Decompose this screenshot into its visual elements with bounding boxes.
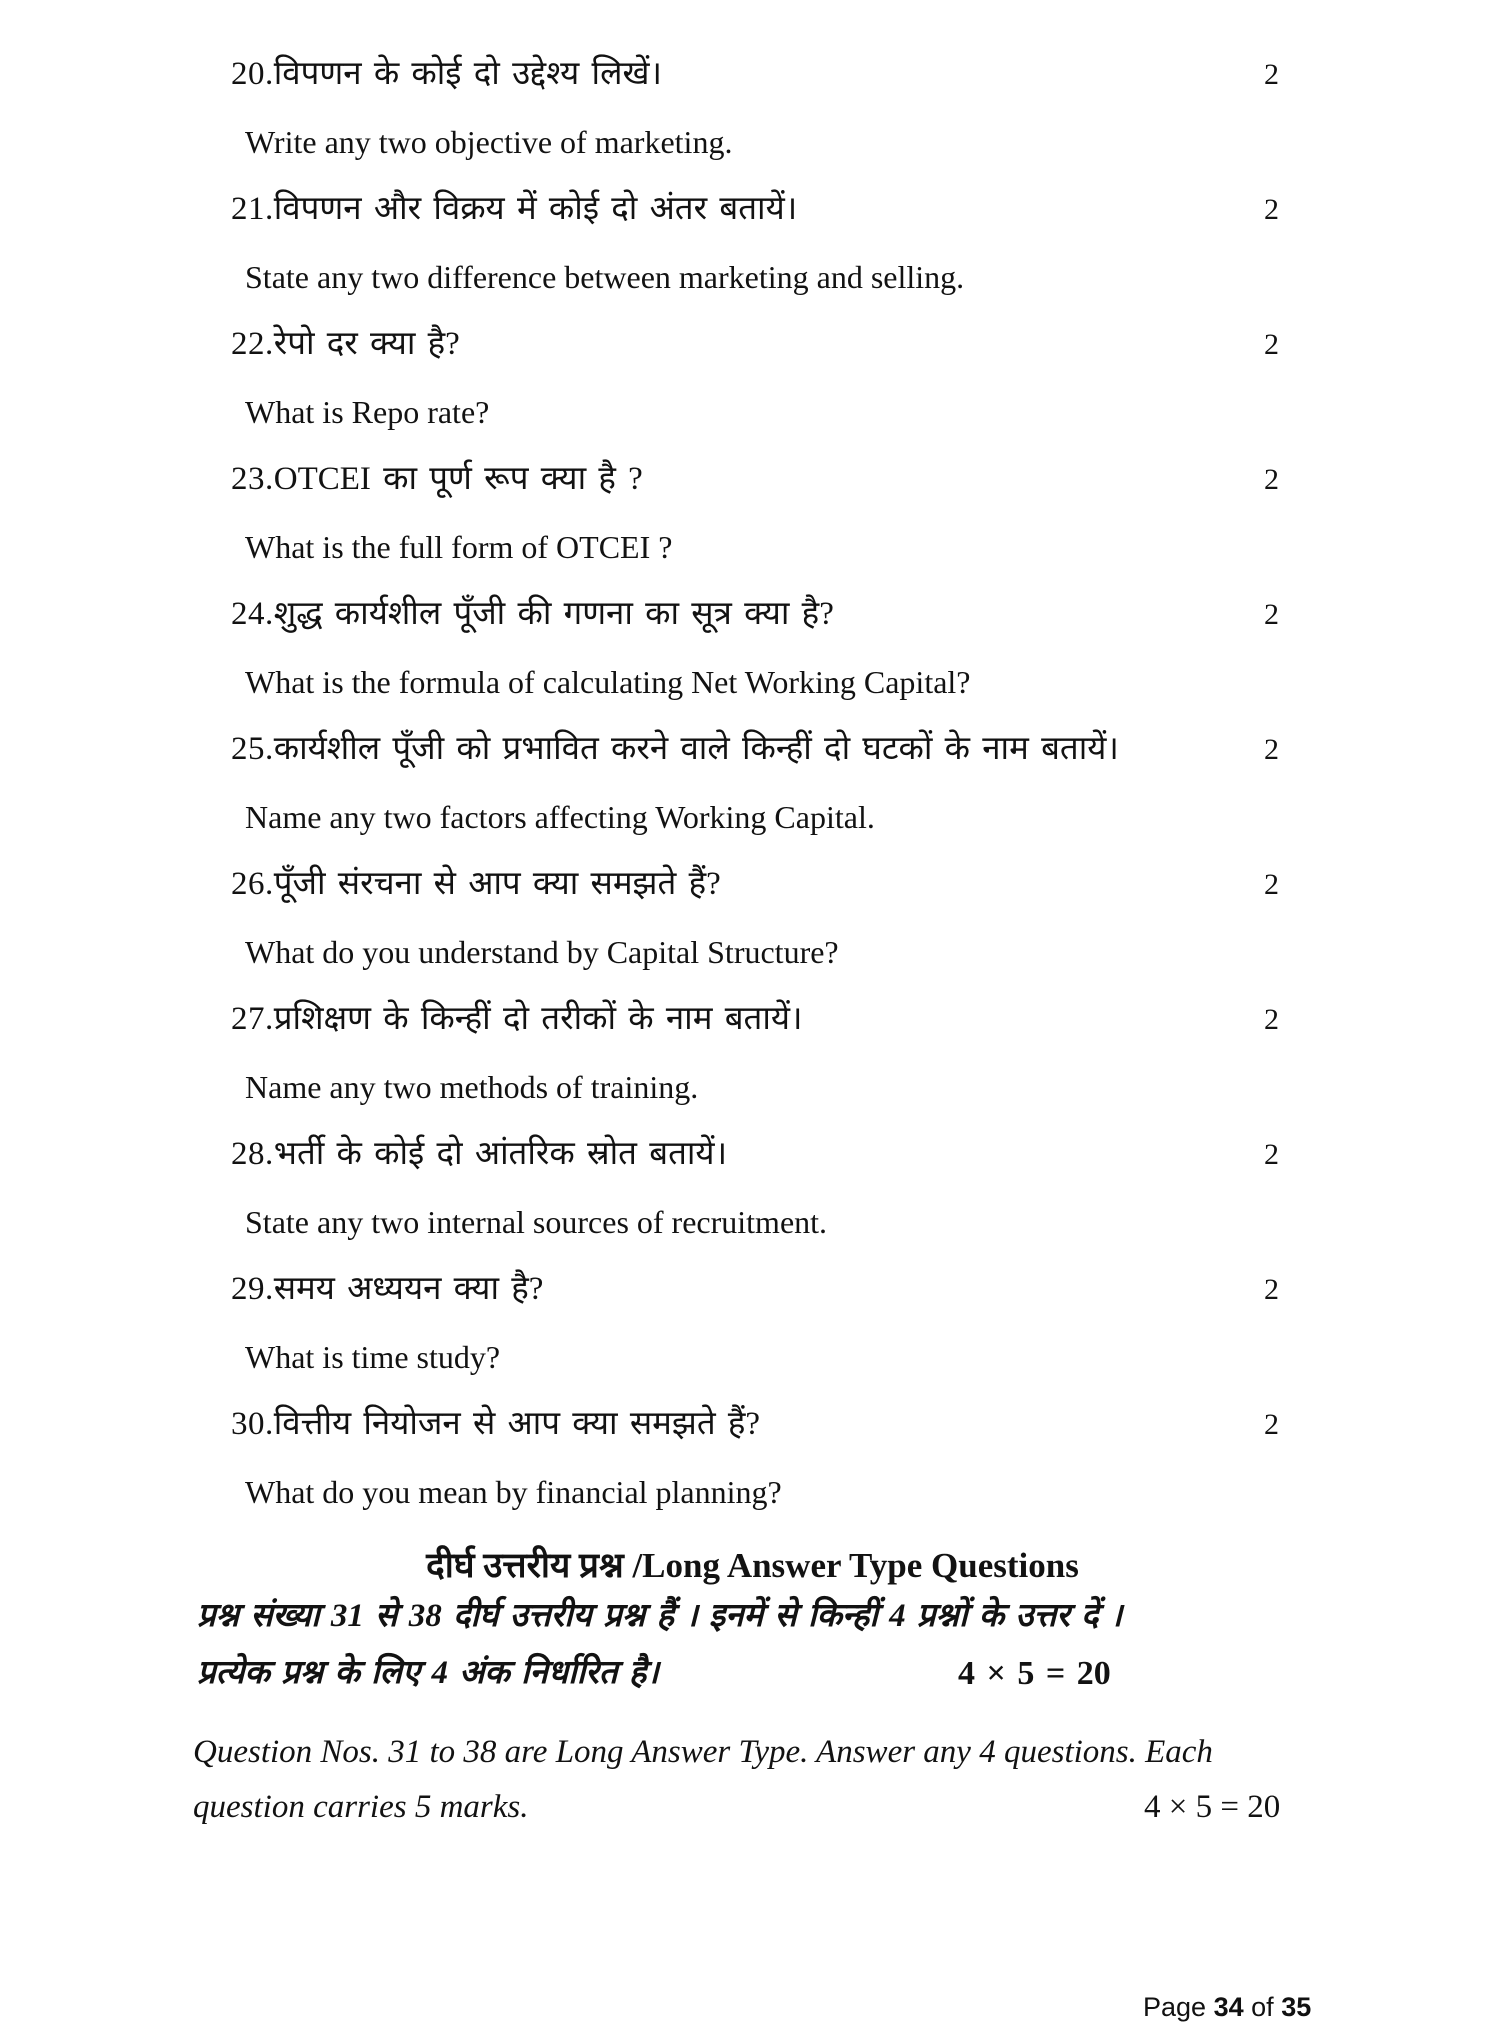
question-number: 27. [231, 1001, 274, 1037]
instruction-english-line-1 [0, 1733, 1505, 1788]
question-english-row [0, 664, 1505, 731]
question-number: 29. [231, 1271, 274, 1307]
question-number: 30. [231, 1406, 274, 1442]
question-english-row [0, 934, 1505, 1001]
question-item [0, 461, 1505, 596]
question-marks: 2 [1264, 328, 1279, 361]
question-hindi-row [0, 1406, 1505, 1474]
question-text-english: What is the full form of OTCEI ? [245, 529, 673, 565]
page-number-separator: of [1251, 1992, 1274, 2022]
question-marks: 2 [1264, 1408, 1279, 1441]
question-number: 25. [231, 731, 274, 767]
question-text-hindi: विपणन के कोई दो उद्देश्य लिखें। [273, 56, 662, 92]
question-english-row [0, 1474, 1505, 1541]
question-text-hindi: OTCEI का पूर्ण रूप क्या है ? [273, 461, 643, 497]
question-marks: 2 [1264, 1003, 1279, 1036]
instruction-english-line-1-text: Question Nos. 31 to 38 are Long Answer Type. Answer any 4 questions. Each [193, 1734, 1213, 1770]
question-item [0, 1406, 1505, 1541]
instruction-english-line-2 [0, 1788, 1505, 1843]
question-text-english: State any two internal sources of recruitment. [245, 1204, 828, 1240]
page-number [1143, 1992, 1311, 2023]
question-hindi-row [0, 1136, 1505, 1204]
question-text-english: What do you understand by Capital Structure? [245, 934, 839, 970]
question-hindi-row [0, 596, 1505, 664]
question-english-row [0, 1069, 1505, 1136]
instruction-hindi-line-1 [0, 1597, 1505, 1654]
question-english-row [0, 1339, 1505, 1406]
question-marks: 2 [1264, 868, 1279, 901]
question-english-row [0, 124, 1505, 191]
question-marks: 2 [1264, 58, 1279, 91]
question-number: 23. [231, 461, 274, 497]
marks-formula-english: 4 × 5 = 20 [1144, 1789, 1281, 1825]
question-marks: 2 [1264, 1273, 1279, 1306]
question-item [0, 866, 1505, 1001]
question-hindi-row [0, 191, 1505, 259]
question-text-english: What is the formula of calculating Net Working Capital? [245, 664, 971, 700]
question-hindi-row [0, 326, 1505, 394]
question-item [0, 1001, 1505, 1136]
question-marks: 2 [1264, 193, 1279, 226]
question-text-english: What is time study? [245, 1339, 501, 1375]
question-marks: 2 [1264, 1138, 1279, 1171]
question-text-english: What is Repo rate? [245, 394, 490, 430]
question-item [0, 731, 1505, 866]
question-number: 24. [231, 596, 274, 632]
instruction-english-line-2-text: question carries 5 marks. [193, 1789, 529, 1825]
question-text-hindi: कार्यशील पूँजी को प्रभावित करने वाले किन्हीं दो घटकों के नाम बतायें। [273, 731, 1119, 767]
question-number: 22. [231, 326, 274, 362]
question-text-hindi: विपणन और विक्रय में कोई दो अंतर बतायें। [273, 191, 798, 227]
question-number: 20. [231, 56, 274, 92]
question-english-row [0, 394, 1505, 461]
question-marks: 2 [1264, 733, 1279, 766]
question-text-hindi: पूँजी संरचना से आप क्या समझते हैं? [273, 866, 721, 902]
question-hindi-row [0, 56, 1505, 124]
page-number-current: 34 [1213, 1992, 1244, 2022]
question-text-hindi: रेपो दर क्या है? [273, 326, 460, 362]
instruction-hindi-line-1-text: प्रश्न संख्या 31 से 38 दीर्घ उत्तरीय प्रश्न हैं । इनमें से किन्हीं 4 प्रश्नों के उत्तर दें । [197, 1598, 1123, 1634]
question-text-hindi: शुद्ध कार्यशील पूँजी की गणना का सूत्र क्या है? [273, 596, 834, 632]
question-english-row [0, 529, 1505, 596]
question-text-hindi: वित्तीय नियोजन से आप क्या समझते हैं? [273, 1406, 761, 1442]
question-text-english: Write any two objective of marketing. [245, 124, 733, 160]
instruction-hindi-line-2 [0, 1654, 1505, 1711]
question-text-hindi: भर्ती के कोई दो आंतरिक स्रोत बतायें। [273, 1136, 728, 1172]
question-item [0, 56, 1505, 191]
question-hindi-row [0, 866, 1505, 934]
question-english-row [0, 799, 1505, 866]
question-english-row [0, 1204, 1505, 1271]
page-number-prefix: Page [1143, 1992, 1207, 2022]
page-number-total: 35 [1281, 1992, 1312, 2022]
question-text-english: State any two difference between marketing and selling. [245, 259, 965, 295]
marks-formula-hindi: 4 × 5 = 20 [958, 1655, 1111, 1692]
section-heading: दीर्घ उत्तरीय प्रश्न /Long Answer Type Questions [426, 1546, 1079, 1585]
question-hindi-row [0, 1001, 1505, 1069]
question-text-hindi: समय अध्ययन क्या है? [273, 1271, 544, 1307]
question-marks: 2 [1264, 598, 1279, 631]
question-item [0, 1136, 1505, 1271]
question-item [0, 1271, 1505, 1406]
question-hindi-row [0, 461, 1505, 529]
question-text-english: What do you mean by financial planning? [245, 1474, 782, 1510]
question-item [0, 191, 1505, 326]
question-english-row [0, 259, 1505, 326]
question-text-hindi: प्रशिक्षण के किन्हीं दो तरीकों के नाम बतायें। [273, 1001, 803, 1037]
question-hindi-row [0, 731, 1505, 799]
spacer [0, 1711, 1505, 1733]
question-marks: 2 [1264, 463, 1279, 496]
question-hindi-row [0, 1271, 1505, 1339]
question-item [0, 326, 1505, 461]
question-item [0, 596, 1505, 731]
instruction-hindi-line-2-text: प्रत्येक प्रश्न के लिए 4 अंक निर्धारित है। [197, 1655, 659, 1691]
question-number: 26. [231, 866, 274, 902]
question-number: 28. [231, 1136, 274, 1172]
question-text-english: Name any two factors affecting Working Capital. [245, 799, 875, 835]
question-text-english: Name any two methods of training. [245, 1069, 699, 1105]
question-number: 21. [231, 191, 274, 227]
